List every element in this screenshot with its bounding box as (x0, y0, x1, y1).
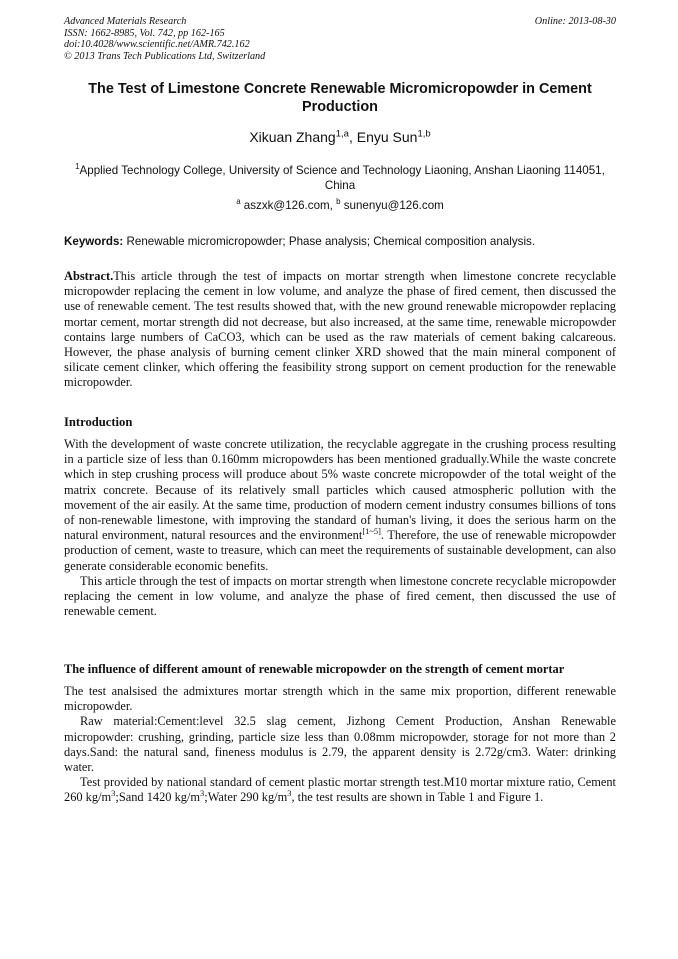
affiliation-mark: 1 (75, 162, 80, 172)
paragraph-text: ;Water 290 kg/m (204, 790, 288, 805)
author-affiliation-mark: 1,a (335, 128, 349, 140)
citation-ref: [1~5] (362, 526, 381, 537)
affiliation (64, 163, 616, 193)
journal-copyright: © 2013 Trans Tech Publications Ltd, Switzerland (64, 50, 266, 62)
affiliation-text: Applied Technology College, University of Science and Technology Liaoning, Anshan Liaoning 114051, China (79, 164, 605, 192)
keywords (64, 234, 616, 249)
unit-exponent: 3 (200, 788, 205, 799)
section-heading-introduction: Introduction (64, 415, 133, 429)
unit-exponent: 3 (287, 788, 292, 799)
paragraph-text: Test provided by national standard of cement plastic mortar strength test.M10 mortar mixture ratio, Cement 260 kg/m (64, 775, 616, 805)
email-mark: a (236, 197, 241, 207)
paragraph (64, 775, 616, 805)
journal-doi: doi:10.4028/www.scientific.net/AMR.742.162 (64, 39, 250, 50)
paragraph: Raw material:Cement:level 32.5 slag cement, Jizhong Cement Production, Anshan Renewable micropowder: crushing, grinding, particle size less than 0.08mm micropowder, storage for not more than 2 days.Sand: the natural sand, fineness modulus is 2.79, the apparent density is 2.72g/cm3. Water: drinking water. (64, 714, 616, 775)
online-date: Online: 2013-08-30 (534, 16, 616, 27)
keywords-text: Renewable micromicropowder; Phase analysis; Chemical composition analysis. (123, 235, 536, 248)
paragraph: The test analsised the admixtures mortar strength which in the same mix proportion, different renewable micropowder. (64, 684, 616, 714)
paragraph-text: , the test results are shown in Table 1 and Figure 1. (291, 790, 544, 805)
email-address: sunenyu@126.com (340, 199, 444, 212)
abstract-text: This article through the test of impacts on mortar strength when limestone concrete recyclable micropowder replacing the cement in low volume, and analyze the phase of fired cement, then discussed the use of renewable cement. The test results showed that, with the new ground renewable micropowder replacing mortar cement, mortar strength did not decrease, but also increased, at the same time, renewable micropowder contains large numbers of CaCO3, which can be used as the raw materials of cement baking calcareous. However, the phase analysis of burning cement clinker XRD showed that the main mineral component of silicate cement clinker, which offering the feasibility strong support on cement production for the renewable micropowder. (64, 269, 616, 390)
journal-header (64, 16, 616, 62)
paragraph: This article through the test of impacts on mortar strength when limestone concrete recyclable micropowder replacing the cement in low volume, and analyze the phase of fired cement, then discussed the use of renewable cement. (64, 573, 616, 619)
abstract-label: Abstract. (64, 269, 114, 283)
paper-title: The Test of Limestone Concrete Renewable Micromicropowder in Cement Production (88, 81, 592, 115)
paragraph-text: ;Sand 1420 kg/m (115, 790, 201, 805)
paragraph-text: . Therefore, the use of renewable micropowder production of cement, waste to treasure, which can meet the requirements of sustainable development, can also generate considerable economic benefits. (64, 528, 616, 573)
paragraph (64, 437, 616, 574)
keywords-label: Keywords: (64, 235, 124, 248)
journal-issn: ISSN: 1662-8985, Vol. 742, pp 162-165 (64, 27, 225, 39)
author-name: Enyu Sun (356, 129, 418, 145)
author-line (64, 128, 616, 146)
introduction-body (64, 437, 616, 619)
author-separator: , (348, 129, 357, 145)
abstract (64, 269, 616, 391)
email-address: aszxk@126.com, (240, 199, 337, 212)
section-heading-influence: The influence of different amount of renewable micropowder on the strength of cement mortar (64, 662, 565, 676)
paragraph-text: With the development of waste concrete utilization, the recyclable aggregate in the crushing process resulting in a particle size of less than 0.160mm micropowders has been mentioned gradually.While the waste concrete which in step crushing process will produce about 5% waste concrete micropowder of the total weight of the matrix concrete. Because of its relatively small particles which caused atmospheric pollution with the movement of the air easily. At the same time, production of modern cement industry consumes billions of tons of non-renewable limestone, with improving the standard of human's living, it does the serious harm on the natural environment, natural resources and the environment (64, 437, 616, 543)
author-name: Xikuan Zhang (249, 129, 336, 145)
unit-exponent: 3 (111, 788, 116, 799)
author-affiliation-mark: 1,b (417, 128, 431, 140)
author-emails (64, 198, 616, 213)
journal-name: Advanced Materials Research (64, 16, 187, 27)
influence-body (64, 684, 616, 806)
email-mark: b (336, 197, 341, 207)
